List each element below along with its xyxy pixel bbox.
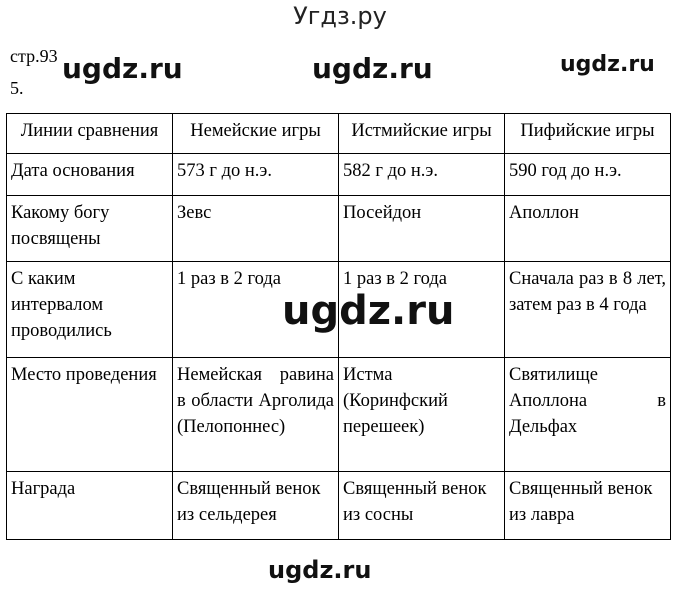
table-cell: 573 г до н.э. (173, 154, 339, 196)
table-cell: С каким интервалом проводились (7, 262, 173, 358)
table-cell: Священный венок из лавра (505, 472, 671, 540)
watermark: ugdz.ru (560, 52, 655, 77)
table-cell: Сначала раз в 8 лет, затем раз в 4 года (505, 262, 671, 358)
table-cell: Истма (Коринфский перешеек) (339, 358, 505, 472)
header-cell: Немейские игры (173, 114, 339, 154)
table-cell: Священный венок из сосны (339, 472, 505, 540)
table-cell: Какому богу посвящены (7, 196, 173, 262)
table-cell: 1 раз в 2 года (173, 262, 339, 358)
page-reference: стр.93 (10, 46, 58, 66)
header-cell: Пифийские игры (505, 114, 671, 154)
table-cell: 1 раз в 2 года (339, 262, 505, 358)
header-cell: Линии сравнения (7, 114, 173, 154)
watermark: ugdz.ru (312, 52, 433, 85)
table-cell: Священный венок из сельдерея (173, 472, 339, 540)
table-cell: Немейская равина в области Арголида (Пелопоннес) (173, 358, 339, 472)
table-cell: Святилище Аполлона в Дельфах (505, 358, 671, 472)
table-cell: Место проведения (7, 358, 173, 472)
header-cell: Истмийские игры (339, 114, 505, 154)
watermark: ugdz.ru (268, 556, 372, 584)
table-row (7, 358, 671, 472)
table-cell: Зевс (173, 196, 339, 262)
watermark: ugdz.ru (62, 52, 183, 85)
table-cell: Дата основания (7, 154, 173, 196)
table-cell: 590 год до н.э. (505, 154, 671, 196)
task-number: 5. (10, 78, 24, 98)
site-title: Угдз.ру (293, 2, 387, 30)
table-cell: Награда (7, 472, 173, 540)
table-cell: 582 г до н.э. (339, 154, 505, 196)
table-row (7, 154, 671, 196)
table-row (7, 472, 671, 540)
table-cell: Посейдон (339, 196, 505, 262)
table-cell: Аполлон (505, 196, 671, 262)
table-row (7, 196, 671, 262)
watermark: ugdz.ru (282, 288, 455, 334)
table-header-row (7, 114, 671, 154)
